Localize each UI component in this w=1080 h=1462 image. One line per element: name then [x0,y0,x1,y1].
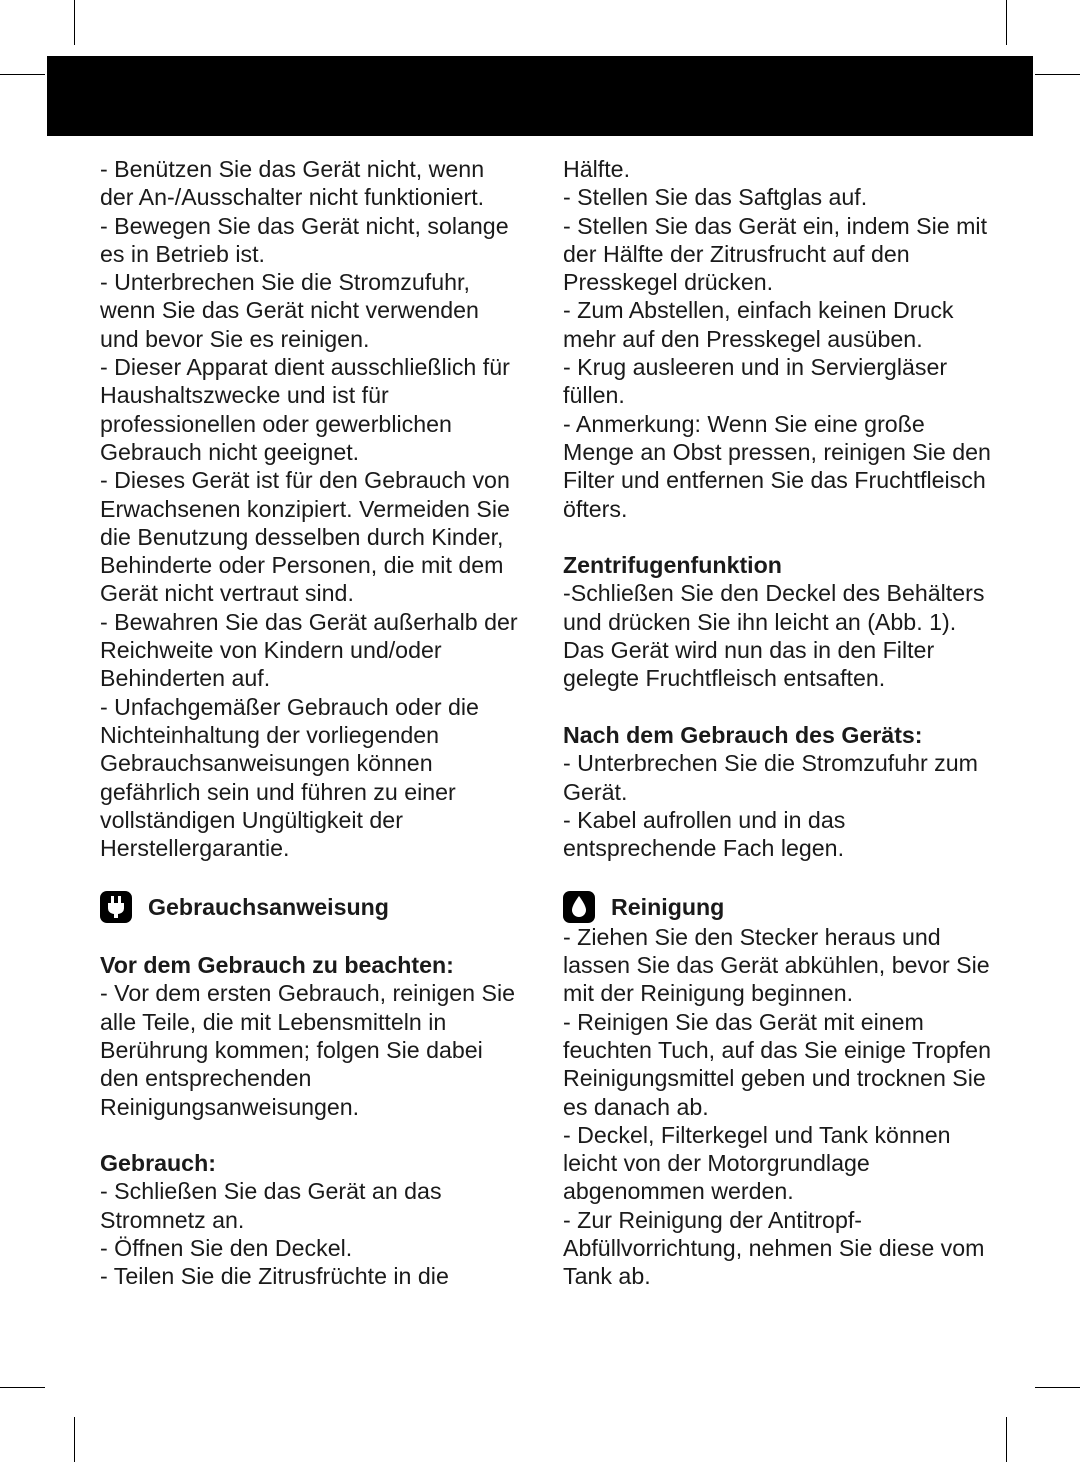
water-drop-icon [563,891,595,923]
list-item: - Krug ausleeren und in Serviergläser füllen. [563,354,948,409]
list-item: - Zur Reinigung der Antitropf-Abfüllvorrichtung, nehmen Sie diese vom Tank ab. [563,1206,985,1290]
subheading-after-use: Nach dem Gebrauch des Geräts: [563,721,923,748]
list-item: - Vor dem ersten Gebrauch, reinigen Sie alle Teile, die mit Lebensmitteln in Berührung kommen; folgen Sie dabei den entsprechenden Reinigungsanweisungen. [100,980,516,1120]
list-item: - Ziehen Sie den Stecker heraus und lassen Sie das Gerät abkühlen, bevor Sie mit der Reinigung beginnen. [563,923,990,1007]
paragraph: -Schließen Sie den Deckel des Behälters und drücken Sie ihn leicht an (Abb. 1). Das Gerät wird nun das in den Filter gelegte Fruchtfleisch entsaften. [563,580,985,692]
crop-mark [0,1387,45,1388]
list-item: - Deckel, Filterkegel und Tank können leicht von der Motorgrundlage abgenommen werden. [563,1121,951,1205]
header-band [47,56,1033,136]
section-heading-gebrauchsanweisung [100,891,520,923]
section-title: Reinigung [611,893,725,920]
list-item: - Anmerkung: Wenn Sie eine große Menge an Obst pressen, reinigen Sie den Filter und entfernen Sie das Fruchtfleisch öfters. [563,410,991,522]
subheading-use: Gebrauch: [100,1150,216,1177]
list-item: Hälfte. [563,156,631,182]
list-item: - Bewegen Sie das Gerät nicht, solange es in Betrieb ist. [100,212,509,267]
list-item: - Dieses Gerät ist für den Gebrauch von Erwachsenen konzipiert. Vermeiden Sie die Benutzung desselben durch Kinder, Behinderte oder Personen, die mit dem Gerät nicht vertraut sind. [100,467,510,607]
list-item: - Reinigen Sie das Gerät mit einem feuchten Tuch, auf das Sie einige Tropfen Reinigungsmittel geben und trocknen Sie es danach ab. [563,1008,991,1120]
list-item: - Teilen Sie die Zitrusfrüchte in die [100,1263,449,1290]
list-item: - Unterbrechen Sie die Stromzufuhr zum Gerät. [563,750,978,805]
section-title: Gebrauchsanweisung [148,893,389,920]
right-column [563,155,993,1291]
crop-mark [1006,0,1007,45]
crop-mark [1006,1417,1007,1462]
list-item: - Unterbrechen Sie die Stromzufuhr, wenn Sie das Gerät nicht verwenden und bevor Sie es reinigen. [100,269,479,352]
list-item: - Öffnen Sie den Deckel. [100,1234,353,1261]
subheading-before-use: Vor dem Gebrauch zu beachten: [100,952,454,979]
left-column [100,155,520,1291]
list-item: - Unfachgemäßer Gebrauch oder die Nichteinhaltung der vorliegenden Gebrauchsanweisungen können gefährlich sein und führen zu einer vollständigen Ungültigkeit der Herstellergarantie. [100,693,479,862]
list-item: - Stellen Sie das Saftglas auf. [563,184,868,211]
crop-mark [0,74,45,75]
list-item: - Stellen Sie das Gerät ein, indem Sie mit der Hälfte der Zitrusfrucht auf den Presskegel drücken. [563,212,988,296]
list-item: - Dieser Apparat dient ausschließlich für Haushaltszwecke und ist für professionellen oder gewerblichen Gebrauch nicht geeignet. [100,354,510,465]
section-heading-reinigung [563,891,993,923]
crop-mark [74,0,75,45]
list-item: - Bewahren Sie das Gerät außerhalb der Reichweite von Kindern und/oder Behinderten auf. [100,608,518,692]
list-item: - Benützen Sie das Gerät nicht, wenn der An-/Ausschalter nicht funktioniert. [100,156,485,211]
crop-mark [1035,1387,1080,1388]
plug-icon [100,891,132,923]
subheading-centrifuge: Zentrifugenfunktion [563,552,782,579]
crop-mark [1035,74,1080,75]
crop-mark [74,1417,75,1462]
list-item: - Kabel aufrollen und in das entsprechende Fach legen. [563,806,846,862]
list-item: - Schließen Sie das Gerät an das Stromnetz an. [100,1178,442,1233]
list-item: - Zum Abstellen, einfach keinen Druck mehr auf den Presskegel ausüben. [563,297,954,352]
